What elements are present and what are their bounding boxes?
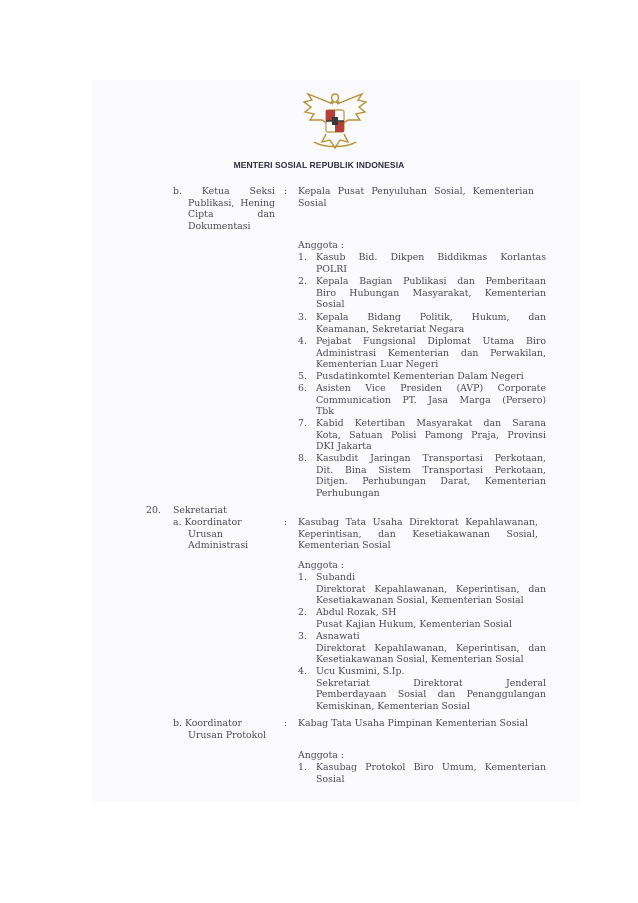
section-20-number: 20. <box>146 505 161 516</box>
section-20-title: Sekretariat <box>173 505 227 516</box>
publikasi-anggota-title: Anggota : <box>298 240 344 251</box>
administrasi-colon: : <box>284 517 288 528</box>
protokol-colon: : <box>284 718 288 729</box>
protokol-ketua: Kabag Tata Usaha Pimpinan Kementerian Sosial <box>298 718 529 729</box>
publikasi-label: b. Ketua Seksi Publikasi, Hening Cipta dan Dokumentasi <box>173 186 275 232</box>
publikasi-colon: : <box>284 186 288 197</box>
garuda-emblem-icon <box>300 90 370 152</box>
ministry-header: MENTERI SOSIAL REPUBLIK INDONESIA <box>233 160 405 170</box>
administrasi-label: a. Koordinator Urusan Administrasi <box>173 517 249 552</box>
publikasi-ketua: Kepala Pusat Penyuluhan Sosial, Kementerian Sosial <box>298 186 534 209</box>
administrasi-anggota-title: Anggota : <box>298 560 344 571</box>
protokol-anggota-title: Anggota : <box>298 750 344 761</box>
administrasi-ketua: Kasubag Tata Usaha Direktorat Kepahlawanan, Keperintisan, dan Kesetiakawanan Sosial, Kementerian Sosial <box>298 517 538 552</box>
protokol-label: b. Koordinator Urusan Protokol <box>173 718 267 741</box>
